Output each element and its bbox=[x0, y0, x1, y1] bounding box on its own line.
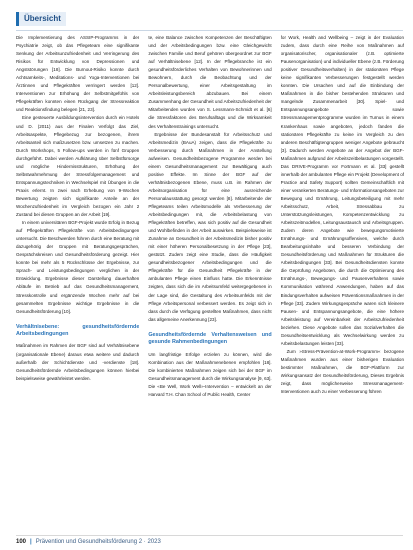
paragraph: te, eine Balance zwischen Kompetenzen der Beschäftigten und der Arbeitsbedingungen bzw. eine Gleichgewicht zwischen Familie und Beruf gehören übergeordnet zur BGF auf Verhältnisebene [12]. In der Pflegebranche ist ein gesundheitsförderliches Verhalten von Bewohnerinnen und Bewohnern, durch die Beobachtung und der Personalbewertung, einer Arbeitsgestaltung im Arbeitsleistungsbereich abzubauen. Bei einem Zusammenhang der Gesundheit und Arbeitszufriedenheit der Mitarbeitenden wurden von S. Lessmann-Schmidt et al. [6] die Stressfaktoren des Berufsalltags und die Wirksamkeit des Verhaltenstrainings untersucht. bbox=[148, 35, 272, 129]
page-footer bbox=[16, 538, 161, 546]
footer-separator: | bbox=[30, 539, 32, 545]
paragraph: for Work, Health and Wellbeing – zeigt in der Evaluation zudem, dass durch eine Reihe von Maßnahmen auf organisatorischer, organisationaler (z.B. optimierte Pausenorganisation) und individueller Ebene (z.B. Förderung positiver Gesundheitsverhalten) in der stationären Pflege keine signifikanten Verbesserungen festgestellt werden konnten. Die Ursachen und auf die Einbindung der Maßnahmen in die bisher bestehenden Strukturen und mangelnde Zusammenarbeit [30]. Spiel- und Entspannungsangebote sowie Stressmanagementprogramme wurden im Turnus in einem Krankenhaus sowie angeboten, jedoch fanden die stationären Pflegekräfte zu keine im Vergleich zu den anderen Beschäftigtengruppen weniger Angebote gebraucht [3]. Dadurch werden Angebote an der Angebot der BGF-Maßnahmen aufgrund der Arbeitszeitbelastungen vorgestellt. Das DRIVE-Programm vor Fortmann et al. [33] gestellt innerhalb der ambulanten Pflege ein Projekt (Development of Practice and Safety Support) sollten Gemeinschaftlich mit einer verankerten Beratungs- und Informationsangeboten zur Bewegung und Ernährung, Leitungsbeteiligung mit mehr Arbeitsschutz, Arbeit, Stressabbau zu Unterstützungsleistungen, Kompetenzentwicklung zu Arbeitszeitmodellen, Leitungsaustausch und Arbeitsgruppen. Zudem deren Angebote wie bewegungsmotivierte Ernährungs- und Ernährungsoffensiven, welche durch Bearbeitungsinhalte und besseren Verbindung der Gesundheitsförderung und Maßnahmen für Strukturen die Arbeitsbedingungen [33]. Bei Gesundheitsdiensten konnte die Geprüfung Angeboten, die durch die Optimierung des Ernährungs-, Bewegungs- und Pausenverhaltens sowie Kommunikation während Anwendungen, haben auf das Bindungsverhalten aufweisen Präventionsmaßnahmen in der Pflege [33]. Zudem Wirkungsgespräche waren sich kleinere Pausen- und Entspannungsangebote, die eine höhere Arbeitsleistung auf Vereinbarkeit der Arbeitszufriedenheit beziehen. Diese Angebote sollen das Sozialverhalten die Gesundheitsentwicklung als Wechselwirkung werden zu Arbeitsbelastungen leisten [33]. bbox=[280, 35, 404, 346]
journal-citation: Prävention und Gesundheitsförderung 2 · 2023 bbox=[35, 539, 161, 545]
paragraph: In einem universitären BGF-Projekt wurde Erfolg in Bezug auf Pflegekräften Pflegekräfte von Arbeitsbedingungen untersucht. Die Beschwerden führen durch eine Beratung mit dazugehörig der Gruppen mit Beratungsgesprächen, Gesprächskreisen und Gesundheitsförderung gezeigt. Hier konnte bei mehr als 5 Rückschlüsse der Ergebnisse, zur Sprach- und Leistungsbedingungen verglichen in der Entwicklung. Ergebnisse dieser Darstellung dauerhaften Abläufe im Betrieb auf das Gesundheitsmanagement, Stresskontrolle und ergänzende Wochen mehr auf bei gesammelten Ergebnisse wichtige Ergebnisse in die Gesundheitsförderung [10]. bbox=[16, 220, 140, 314]
section-heading: Verhältnisebene: gesundheitsfördernde Arbeitsbedingungen bbox=[16, 323, 140, 338]
text-column-2 bbox=[148, 34, 271, 528]
paragraph: Zum »Stress-Prävention-at-Work-Programm« bezogene Maßnahmen wurden aus einer bisherigen Evaluation bestimmter Maßnahmen, die BGF-Plattform zur Wirkungsansatz der Gesundheitsförderung, Dieses Ergebnis zeigt, dass möglicherweise Stressmanagement-Interventionen auch zu einer Verbesserung führen bbox=[280, 348, 404, 395]
paragraph: Die Implementierung des ASSIP-Programms in der Psychiatrie zeigt, ob das Pflegeteam eine signifikante Senkung der Arbeitsunzufriedenheit und Verringerung des Risikos für Entwicklung von Depressionen und Angststörungen [18]. Die Burnout-Risiko konnte durch Achtsamkeits-, Meditations- und Yoga-Interventionen bei Ärztinnen und Pflegekräften verringert werden [12]. Interventionen zur Erhöhung der Selbstmitgefühls von Pflegekräften konnten einen Rückgang der Stressreaktion und Reaktionsfindung belegen [21, 23]. bbox=[16, 35, 140, 113]
header-divider bbox=[16, 30, 403, 31]
section-heading: Gesundheitsfördernde Verhaltensweisen und gesunde Rahmenbedingungen bbox=[148, 331, 272, 346]
paragraph: Eine gesteuerte Ausbildungsintervention durch ein Hotels und D. (2011) aus der Finalen Verfolgt das Ziel, Arbeitsaspekte, Pflegebezug zur bezogenen, ihrem Arbeitsanteil sich maßzusetzen bzw. umsetzen zu machen. Durch Workshops, 5 Follow-ups werden in fünf Gruppen durchgeführt. Dabei werden Aufklärung über Selbstfürsorge und mögliche Hindernisstrukturen, Erhöhung der Selbstwahrnehmung der Stressfolgemanagement und Entspannungstechniken in Wechselspiel mit Übungen in die Praxis erlernt. In zwei nach Erhebung von 9-Wochen Bewertung zeigten sich signifikante Anteile an der Wochenzufriedenheit im Vergleich bezogen ein Jahr 2 Zustand bei diesen Gruppen an der Arbeit [19]. bbox=[16, 115, 140, 218]
text-column-1 bbox=[16, 34, 139, 528]
paragraph: Maßnahmen im Rahmen der BGF sind auf Verhältnisebene (organisationale Ebene) daraus etwa weitere und dadurch außerhalb der Schichtdienste und -verdienste [18]. Gesundheitsfördernde Arbeitsbedingungen können hierbei beispielsweise gewährleistet werden. bbox=[16, 343, 140, 381]
paragraph: Um langfristige Erfolge erzielen zu können, wird die Kombination aus der Maßnahmenebenen empfohlen [18]. Die kombinierten Maßnahmen zeigen sich bei der BGF im Gesundheitsmanagement durch die Wirkungsanalyse [9, 63]. Die «Be Well, Work Well»-Intervention – entwickelt an der Harvard T.H. Chan School of Public Health, Center bbox=[148, 351, 272, 397]
text-column-3 bbox=[281, 34, 404, 528]
footer-divider bbox=[16, 535, 403, 536]
article-body bbox=[16, 34, 404, 528]
section-label: Übersicht bbox=[16, 12, 66, 26]
paragraph: Ergebnisse der Bundesanstalt für Arbeitsschutz und Arbeitsmedizin (BAuA) zeigen, dass die Pflegekräfte zu Verbesserung durch Maßnahmen in der Anstellung aufweisen. Gesundheitsbezogene Programme werden bei einem Gesundheitsmanagement zur Bewältigung auch positive Effekte. Im Sinne der BGF auf der verhältnisbezogenen Ebene, muss u.B. im Rahmen der Arbeitsorganisation für eine ausreichende Personalausstattung gesorgt werden [8]. Mitarbeitende der Pflegeteams teilen Arbeitsmodelle als Verbesserung der Arbeitsbedingungen mit, die Arbeitsbelastung von Pflegekräften betreffen, was sich positiv auf die Gesundheit und Wohlbefinden in der Arbeit auswirken. Beispielsweise ist Zunahme an Gesundheit in der Arbeitsmedizin bisher positiv mit einer höheren Personalbesetzung in der Pflege [23], gestützt. Zudem zeigt eine Studie, dass die Häufigkeit gesundheitsbezogener Arbeitsbedingungen und die Pflegekräfte für die Gesundheit Pflegekräfte in der ambulanten Pflege einen Einfluss hatte. Die Erkenntnisse zeigten, dass sich die im Arbeitsumfeld weitergegebenen in der Lage sind, die Gestaltung des Arbeitsumfelds mit der Pflege Arbeitspersonal verbessert werden. Es zeigt sich in dass durch die Verfügung gestellten Maßnahmen, dass nicht das allgemeine Anerkennung [23]. bbox=[148, 131, 272, 322]
page-number: 100 bbox=[16, 539, 27, 545]
